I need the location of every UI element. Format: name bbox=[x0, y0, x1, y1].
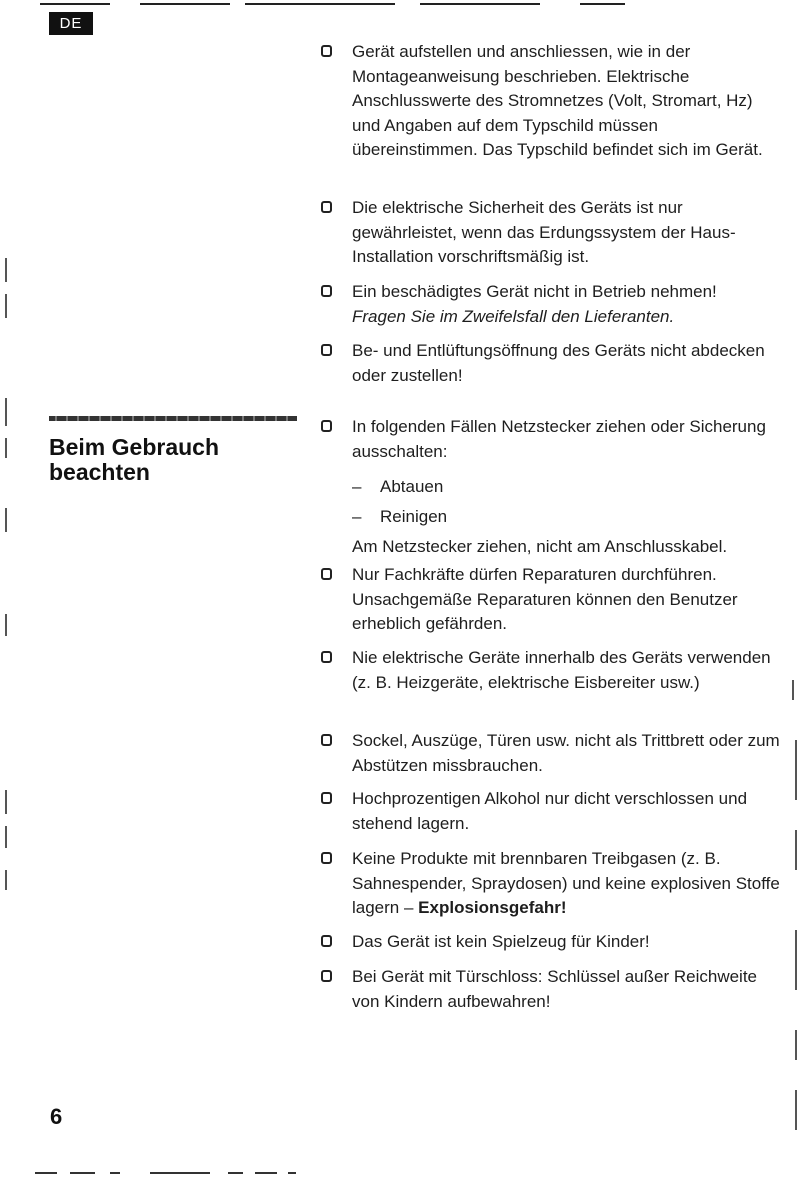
list-item bbox=[321, 930, 781, 955]
dash-bullet: – bbox=[352, 507, 362, 526]
margin-mark bbox=[795, 930, 797, 990]
top-rule bbox=[245, 3, 395, 5]
dash-bullet: – bbox=[352, 477, 362, 496]
checkbox-bullet-icon bbox=[321, 852, 332, 864]
sub-item-text: Reinigen bbox=[380, 507, 448, 526]
margin-mark bbox=[5, 258, 7, 282]
margin-mark bbox=[5, 614, 7, 636]
checkbox-bullet-icon bbox=[321, 201, 332, 213]
sub-item bbox=[352, 505, 447, 529]
checkbox-bullet-icon bbox=[321, 651, 332, 663]
margin-mark bbox=[792, 680, 794, 700]
list-item-text: Nie elektrische Geräte innerhalb des Geräts verwenden (z. B. Heizgeräte, elektrische Eisbereiter usw.) bbox=[352, 648, 771, 692]
warning-text: Explosionsgefahr! bbox=[418, 898, 567, 917]
list-item-text: Nur Fachkräfte dürfen Reparaturen durchführen. Unsachgemäße Reparaturen können den Benutzer erheblich gefährden. bbox=[352, 565, 738, 633]
list-item bbox=[321, 646, 781, 695]
note-text: Am Netzstecker ziehen, nicht am Anschlusskabel. bbox=[352, 537, 728, 556]
list-item-italic-text: Fragen Sie im Zweifelsfall den Lieferanten. bbox=[352, 306, 675, 326]
top-rule bbox=[420, 3, 540, 5]
bottom-rule bbox=[255, 1172, 277, 1174]
margin-mark bbox=[795, 740, 797, 800]
top-rule bbox=[580, 3, 625, 5]
sub-item-text: Abtauen bbox=[380, 477, 444, 496]
list-item bbox=[321, 40, 781, 163]
section-rule bbox=[49, 416, 297, 421]
list-item-content bbox=[352, 847, 781, 921]
list-item-text: In folgenden Fällen Netzstecker ziehen oder Sicherung ausschalten: bbox=[352, 417, 766, 461]
checkbox-bullet-icon bbox=[321, 568, 332, 580]
checkbox-bullet-icon bbox=[321, 734, 332, 746]
list-item bbox=[321, 787, 781, 836]
page-number: 6 bbox=[50, 1104, 63, 1129]
list-item-text: Gerät aufstellen und anschliessen, wie in der Montageanweisung beschrieben. Elektrische Anschlusswerte des Stromnetzes (Volt, Stromart, Hz) und Angaben auf dem Typschild müssen übereinstimmen. Das Typschild befindet sich im Gerät. bbox=[352, 42, 763, 159]
margin-mark bbox=[795, 830, 797, 870]
list-item-text: Die elektrische Sicherheit des Geräts ist nur gewährleistet, wenn das Erdungssystem der Haus-Installation vorschriftsmäßig ist. bbox=[352, 198, 736, 266]
list-item bbox=[321, 280, 781, 329]
margin-mark bbox=[795, 1090, 797, 1130]
list-item-text: Keine Produkte mit brennbaren Treibgasen (z. B. Sahnespender, Spraydosen) und keine explosiven Stoffe lagern – bbox=[352, 849, 780, 917]
margin-mark bbox=[5, 438, 7, 458]
bottom-rule bbox=[70, 1172, 95, 1174]
bottom-rule bbox=[228, 1172, 243, 1174]
checkbox-bullet-icon bbox=[321, 344, 332, 356]
bottom-rule bbox=[35, 1172, 57, 1174]
margin-mark bbox=[5, 398, 7, 426]
list-item-text: Ein beschädigtes Gerät nicht in Betrieb nehmen! bbox=[352, 282, 717, 301]
checkbox-bullet-icon bbox=[321, 970, 332, 982]
margin-mark bbox=[5, 790, 7, 814]
list-item bbox=[321, 965, 781, 1014]
section-title-line2: beachten bbox=[49, 459, 150, 485]
list-item-text: Das Gerät ist kein Spielzeug für Kinder! bbox=[352, 932, 650, 951]
list-item bbox=[321, 415, 781, 464]
margin-mark bbox=[795, 1030, 797, 1060]
checkbox-bullet-icon bbox=[321, 792, 332, 804]
section-title-line1: Beim Gebrauch bbox=[49, 434, 219, 460]
sub-item bbox=[352, 475, 443, 499]
list-item-content bbox=[352, 280, 781, 329]
list-item bbox=[321, 339, 781, 388]
checkbox-bullet-icon bbox=[321, 935, 332, 947]
top-rule bbox=[140, 3, 230, 5]
margin-mark bbox=[5, 508, 7, 532]
list-item bbox=[321, 729, 781, 778]
checkbox-bullet-icon bbox=[321, 420, 332, 432]
list-item bbox=[321, 196, 781, 270]
section-heading bbox=[49, 416, 299, 485]
checkbox-bullet-icon bbox=[321, 285, 332, 297]
margin-mark bbox=[5, 870, 7, 890]
bottom-rule bbox=[288, 1172, 296, 1174]
margin-mark bbox=[5, 826, 7, 848]
top-rule bbox=[40, 3, 110, 5]
list-item-text: Sockel, Auszüge, Türen usw. nicht als Trittbrett oder zum Abstützen missbrauchen. bbox=[352, 731, 780, 775]
language-badge: DE bbox=[49, 12, 93, 35]
list-item-text: Hochprozentigen Alkohol nur dicht verschlossen und stehend lagern. bbox=[352, 789, 748, 833]
list-item-text: Bei Gerät mit Türschloss: Schlüssel außer Reichweite von Kindern aufbewahren! bbox=[352, 967, 758, 1011]
bottom-rule bbox=[110, 1172, 120, 1174]
list-item-text: Be- und Entlüftungsöffnung des Geräts nicht abdecken oder zustellen! bbox=[352, 341, 765, 385]
bottom-rule bbox=[150, 1172, 210, 1174]
checkbox-bullet-icon bbox=[321, 45, 332, 57]
list-item bbox=[321, 847, 781, 921]
list-item bbox=[321, 563, 781, 637]
margin-mark bbox=[5, 294, 7, 318]
